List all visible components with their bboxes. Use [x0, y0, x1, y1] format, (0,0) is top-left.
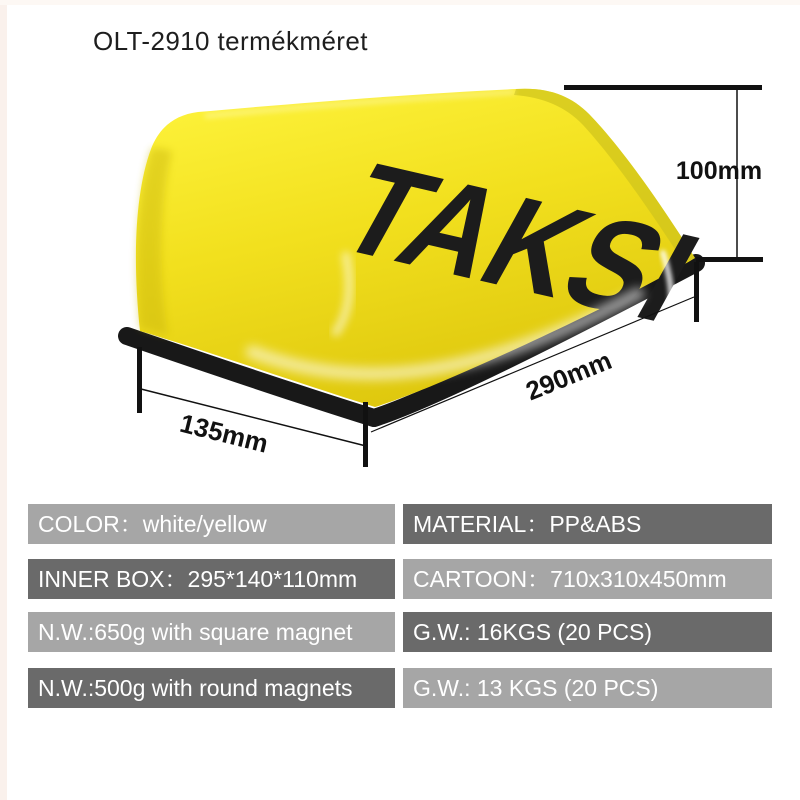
spec-cell-gw-16kgs: G.W.: 16KGS (20 PCS) — [403, 612, 772, 652]
spec-cell-nw-square: N.W.:650g with square magnet — [28, 612, 395, 652]
dim-width-label: 135mm — [177, 407, 272, 459]
spec-cell-nw-round: N.W.:500g with round magnets — [28, 668, 395, 708]
spec-cell-cartoon: CARTOON：710x310x450mm — [403, 559, 772, 599]
dim-height-bottom-bar — [696, 257, 763, 262]
spec-cell-inner-box: INNER BOX：295*140*110mm — [28, 559, 395, 599]
page-title: OLT-2910 termékméret — [93, 26, 368, 56]
dim-width-left-tick — [137, 347, 142, 413]
spec-cell-gw-13kgs: G.W.: 13 KGS (20 PCS) — [403, 668, 772, 708]
dim-height-tick — [694, 262, 699, 322]
dim-length-label: 290mm — [521, 344, 616, 407]
spec-cell-color: COLOR：white/yellow — [28, 504, 395, 544]
dim-width-right-tick — [363, 402, 368, 467]
spec-cell-material: MATERIAL：PP&ABS — [403, 504, 772, 544]
sign-text: TAKSI — [315, 138, 662, 336]
dim-height-label: 100mm — [675, 157, 763, 185]
dim-height-top-bar — [564, 85, 762, 90]
